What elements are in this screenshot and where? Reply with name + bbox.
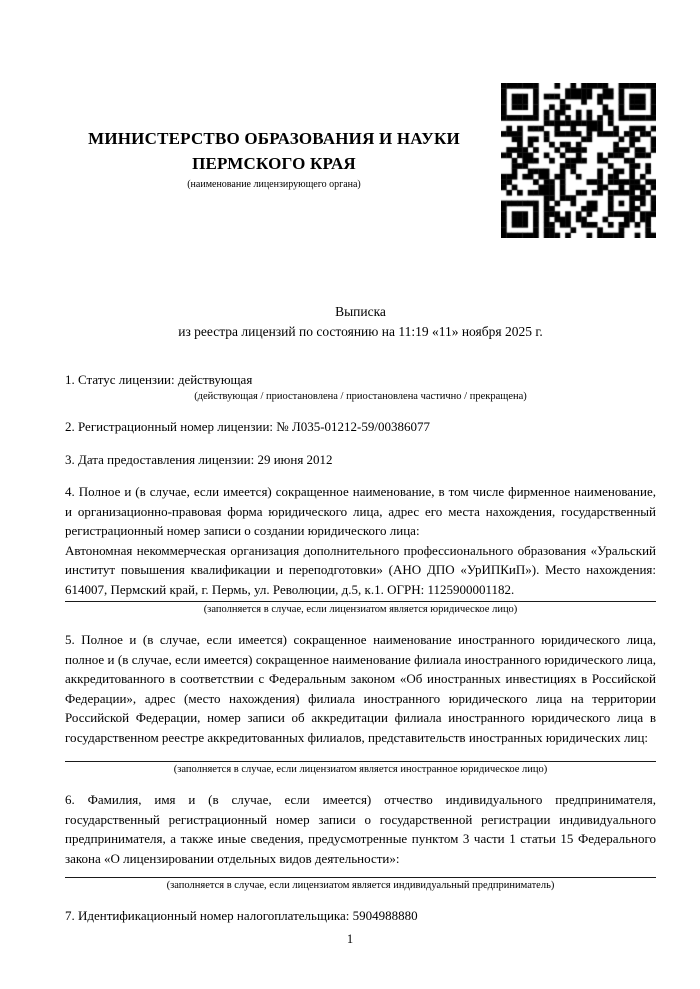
- legal-entity-text: 4. Полное и (в случае, если имеется) сокращенное наименование, в том числе фирменное наименование, и организационно-правовая форма юридического лица, адрес его места нахождения, государственный регистрационный номер записи о создании юридического лица:: [65, 484, 656, 538]
- license-reg-number-text: 2. Регистрационный номер лицензии: № Л035-01212-59/00386077: [65, 419, 431, 434]
- qr-code-icon: [501, 83, 656, 238]
- license-status-caption: (действующая / приостановлена / приостановлена частично / прекращена): [194, 391, 527, 402]
- document-title-line1: Выписка: [335, 304, 386, 319]
- document-title-line2: из реестра лицензий по состоянию на 11:19 «11» ноября 2025 г.: [178, 324, 543, 340]
- foreign-entity-text: 5. Полное и (в случае, если имеется) сокращенное наименование иностранного юридического лица, полное и (в случае, если имеется) сокращенное наименование филиала иностранного юридического лица, аккредитованного в соответствии с Федеральным законом «Об иностранных инвестициях в Российской Федерации», адрес (место нахождения) филиала иностранного юридического лица на территории Российской Федерации, номер записи об аккредитации филиала иностранного юридического лица в государственном реестре аккредитованных филиалов, представительств иностранных юридических лиц:: [65, 632, 656, 745]
- foreign-entity-blank-value: [65, 747, 656, 759]
- license-grant-date-item: [65, 450, 656, 470]
- licensing-authority-caption: (наименование лицензирующего органа): [187, 179, 361, 191]
- inn-text: 7. Идентификационный номер налогоплательщика: 5904988880: [65, 908, 418, 923]
- legal-entity-caption: (заполняется в случае, если лицензиатом является юридическое лицо): [203, 604, 518, 615]
- entrepreneur-item: [65, 790, 656, 893]
- ministry-name: [65, 127, 483, 176]
- page-number: 1: [346, 932, 354, 946]
- license-status-text: 1. Статус лицензии: действующая: [65, 371, 253, 387]
- ministry-name-line2: ПЕРМСКОГО КРАЯ: [192, 153, 356, 173]
- entrepreneur-text: 6. Фамилия, имя и (в случае, если имеется) отчество индивидуального предпринимателя, государственный регистрационный номер записи о государственной регистрации индивидуального предпринимателя, а также иные сведения, предусмотренные пунктом 3 части 1 статьи 15 Федерального закона «О лицензировании отдельных видов деятельности»:: [65, 792, 656, 866]
- legal-entity-fill-line: [65, 601, 656, 602]
- foreign-entity-caption: (заполняется в случае, если лицензиатом является иностранное юридическое лицо): [173, 764, 548, 775]
- entrepreneur-fill-line: [65, 877, 656, 878]
- qr-code-container: [501, 83, 656, 238]
- legal-entity-item: [65, 482, 656, 617]
- document-title: [65, 302, 656, 343]
- license-reg-number-item: [65, 417, 656, 437]
- foreign-entity-fill-line: [65, 761, 656, 762]
- ministry-name-line1: МИНИСТЕРСТВО ОБРАЗОВАНИЯ И НАУКИ: [88, 129, 460, 148]
- legal-entity-value: Автономная некоммерческая организация дополнительного профессионального образования «Уральский институт повышения квалификации и переподготовки» (АНО ДПО «УрИПКиП»). Место нахождения: 614007, Пермский край, г. Пермь, ул. Революции, д.5, к.1. ОГРН: 1125900001182.: [65, 542, 656, 597]
- inn-item: [65, 906, 656, 926]
- license-grant-date-text: 3. Дата предоставления лицензии: 29 июня 2012: [65, 451, 333, 467]
- entrepreneur-blank-value: [65, 868, 656, 875]
- foreign-entity-item: [65, 630, 656, 777]
- document-header: [65, 83, 656, 238]
- license-status-item: [65, 370, 656, 405]
- entrepreneur-caption: (заполняется в случае, если лицензиатом является индивидуальный предприниматель): [166, 880, 555, 891]
- licensing-authority-block: [65, 83, 501, 190]
